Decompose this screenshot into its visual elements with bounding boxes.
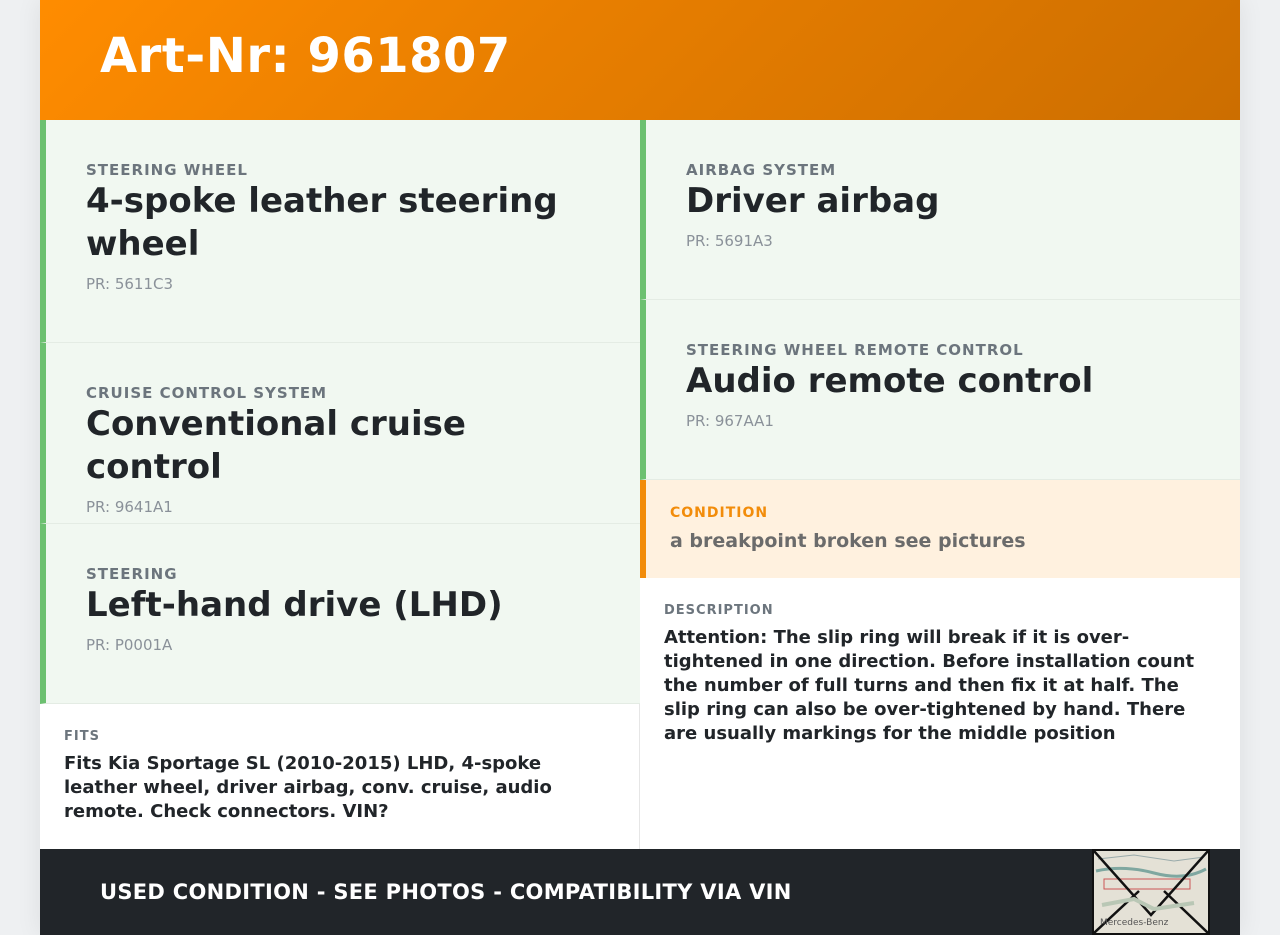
spec-pr-code: PR: 5611C3 bbox=[86, 275, 174, 293]
spec-pr-code: PR: 5691A3 bbox=[686, 232, 773, 250]
spec-value: Left-hand drive (LHD) bbox=[86, 585, 503, 625]
spec-label: CRUISE CONTROL SYSTEM bbox=[86, 384, 328, 402]
spec-label: AIRBAG SYSTEM bbox=[686, 161, 837, 179]
description-box bbox=[640, 578, 1240, 849]
spec-value: Driver airbag bbox=[686, 181, 940, 221]
description-label: DESCRIPTION bbox=[664, 603, 774, 618]
fits-text: Fits Kia Sportage SL (2010-2015) LHD, 4-spoke leather wheel, driver airbag, conv. cruise, audio remote. Check connectors. VIN? bbox=[64, 753, 552, 822]
condition-label: CONDITION bbox=[670, 505, 769, 521]
spec-pr-code: PR: 9641A1 bbox=[86, 498, 173, 516]
label-photo-icon bbox=[1094, 851, 1208, 933]
left-column bbox=[40, 120, 640, 849]
spec-label: STEERING WHEEL bbox=[86, 161, 248, 179]
spec-value: Conventional cruise control bbox=[86, 404, 466, 487]
spec-cruise-control bbox=[40, 343, 640, 524]
spec-pr-code: PR: 967AA1 bbox=[686, 412, 774, 430]
spec-value: 4-spoke leather steering wheel bbox=[86, 181, 558, 264]
spec-steering-wheel-remote bbox=[640, 300, 1240, 480]
spec-steering bbox=[40, 524, 640, 704]
spec-pr-code: PR: P0001A bbox=[86, 636, 173, 654]
spec-label: STEERING bbox=[86, 565, 178, 583]
spec-steering-wheel bbox=[40, 120, 640, 343]
condition-text: a breakpoint broken see pictures bbox=[670, 530, 1026, 552]
footer-notice: USED CONDITION - SEE PHOTOS - COMPATIBILITY VIA VIN bbox=[100, 880, 792, 904]
footer-bar bbox=[40, 849, 1240, 935]
article-number-title: Art-Nr: 961807 bbox=[100, 28, 511, 84]
fits-label: FITS bbox=[64, 729, 100, 744]
header-bar bbox=[40, 0, 1240, 120]
spec-value: Audio remote control bbox=[686, 361, 1094, 401]
description-text: Attention: The slip ring will break if it is over-tightened in one direction. Before installation count the number of full turns and then fix it at half. The slip ring can also be over-tightened by hand. There are usually markings for the middle position bbox=[664, 627, 1195, 744]
thumbnail-text: Mercedes-Benz bbox=[1100, 918, 1169, 928]
spec-label: STEERING WHEEL REMOTE CONTROL bbox=[686, 341, 1024, 359]
condition-box bbox=[640, 480, 1240, 578]
product-photo-thumbnail[interactable] bbox=[1092, 849, 1210, 935]
right-column bbox=[640, 120, 1240, 849]
spec-airbag-system bbox=[640, 120, 1240, 300]
fits-box bbox=[40, 704, 640, 849]
product-sheet bbox=[40, 0, 1240, 935]
